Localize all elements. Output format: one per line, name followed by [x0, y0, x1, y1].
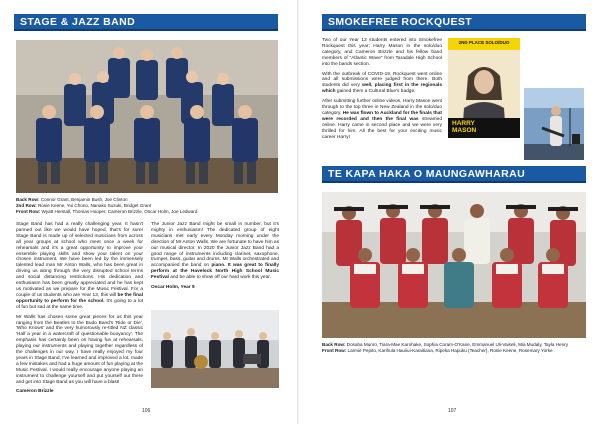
kapa-haka-group-photo	[322, 192, 586, 338]
kapa-haka-caption: Back Row: Dosaha Munro, Tiara-Mae Karohake, Sophia Coram-O'Kane, Emmanuel Uli-Vaiseli, Mia Mudaly, Tayla Henry Front Row: Larmie Pepito, Karihula Hauiiui-Karaitiana, Ripeka Hapuku (Teacher), Rosie Keene, Rosemary Yorke	[322, 342, 568, 353]
kapa-haka-title: TE KAPA HAKA O MAUNGAWHARAU	[328, 168, 526, 180]
junior-jazz-author: Oscar Holm, Year 9	[151, 285, 195, 291]
rockquest-paragraph-1: Two of our Year 13 students entered into Smokefree Rockquest this year; Harry Mason in the solo/duo category, and Cameron Brizzle and his fellow band members of "Atlantic Wave" from Taradale High School into the bands section.	[322, 38, 442, 67]
poster-heading: 2ND PLACE SOLO/DUO	[458, 40, 510, 45]
page-number-left: 106	[142, 408, 151, 414]
junior-jazz-performance-photo	[151, 310, 279, 388]
junior-jazz-article	[151, 222, 279, 295]
rockquest-paragraph-2: With the outbreak of COVID-19, Rockquest went online and all submissions were judged from there. Both students did very well, placing first in the regionals which gained them a Cultural Blue's badge.	[322, 71, 442, 95]
rockquest-heading	[322, 14, 586, 31]
rockquest-title: SMOKEFREE ROCKQUEST	[328, 16, 473, 28]
rockquest-article	[322, 38, 442, 145]
stage-band-paragraph-1: Stage Band has had a really challenging year. It hasn't panned out like we would have hoped, that's for sure! Stage Band is made up of selected musicians from across all year groups at school who meet once a week for rehearsals and it's a great opportunity to improve your ensemble playing skills and show your talent on your chosen instrument. We have been led by the immensely talented lead man Mr Anton Walls, who has been great in driving us along through the very disrupted school terms and social distancing restrictions. His dedication and enthusiasm has been greatly appreciated and he has kept us motivated as we prepare for the Music Festival. For a couple of us students who are Year 13, this will be the final opportunity to perform for the school. It's going to a lot of fun but sad at the same time.	[16, 222, 143, 310]
rockquest-paragraph-3: After submitting further online videos, Harry Mason went through to the top three in New Zealand in the solo/duo category. He was flown to Auckland for the finals that were recorded and then the final was streamed online. Harry came in second place and we were very thrilled for him. All the best for your exciting music career Harry!	[322, 99, 442, 140]
stage-jazz-band-title: STAGE & JAZZ BAND	[20, 16, 136, 28]
kapa-haka-heading	[322, 166, 586, 183]
stage-band-group-photo	[16, 40, 278, 193]
poster-name: HARRY MASON	[452, 120, 477, 134]
harry-mason-performance-photo	[524, 88, 584, 160]
page-number-right: 107	[448, 408, 457, 414]
stage-jazz-band-heading	[14, 14, 278, 31]
stage-band-paragraph-2: Mr Walls has chosen some great pieces for us this year ranging from the Beatles to the Budo Band's 'Ride or Die', 'Who Knows' and the very humorously re-titled NZ classic 'Half a year in a watercraft of questionable buoyancy'. The emphasis has certainly been on having fun at rehearsals, playing our instruments and playing together regardless of the challenges in our way. I have really enjoyed my four years in Stage Band, I've learned and improved a lot, made a few mistakes and had a huge amount of fun playing at the Music Festival. I would really encourage anyone playing an instrument to challenge yourself and put yourself out there and get into Stage Band as you will have a blast!	[16, 314, 143, 385]
stage-band-article	[16, 222, 143, 399]
stage-band-caption: Back Row: Connor Grant, Benjamin Bush, Joe Clinton 2nd Row: Rosie Keene, Yui Chono, Nanako Suzuki, Bridget Grant Front Row: Wyatt Herstall, Thomas Hooper, Cameron Brizzle, Oscar Holm, Joe Ledward	[16, 197, 198, 214]
right-page	[300, 0, 600, 424]
junior-jazz-paragraph: The Junior Jazz Band might be small in number, but it's mighty in enthusiasm! The dedicated group of eight musicians met early every Monday morning under the direction of Mr Anton Walls. We are fortunate to have him as our musical director. In 2020 the Junior Jazz Band had a good range of instruments including clarinet, saxophone, trumpet, bass, guitar and drums. Mr Walls orchestrated and accompanied the band on piano. It was great to finally perform at the Havelock North High School Music Festival and be able to show off our hard work this year.	[151, 222, 279, 281]
harry-mason-poster	[448, 38, 520, 138]
stage-band-author: Cameron Brizzle	[16, 389, 54, 395]
